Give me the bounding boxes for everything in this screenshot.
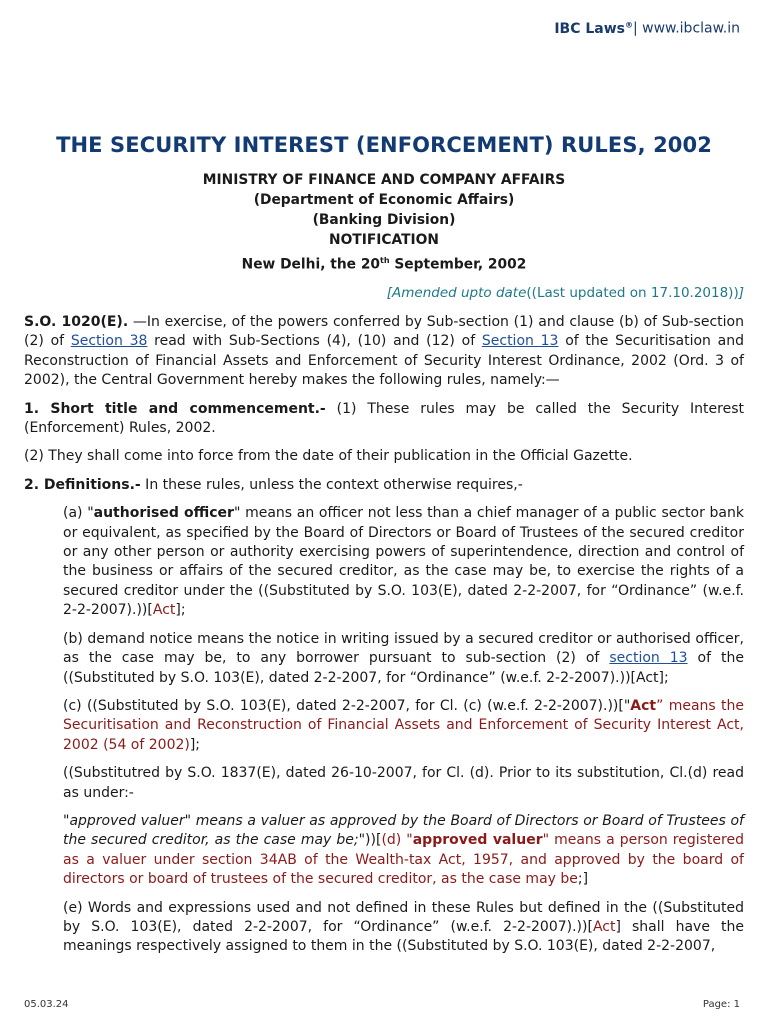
division-line: (Banking Division): [312, 212, 456, 228]
site-url-link[interactable]: www.ibclaw.in: [642, 20, 740, 37]
amended-note: [Amended upto date((Last updated on 17.10.2018))]: [386, 285, 744, 301]
notification-line: NOTIFICATION: [329, 232, 439, 248]
rule-2-heading: 2. Definitions.-: [24, 476, 141, 493]
department-line: (Department of Economic Affairs): [253, 192, 515, 208]
document-title: THE SECURITY INTEREST (ENFORCEMENT) RULES, 2002: [56, 133, 712, 157]
dateline: New Delhi, the 20th September, 2002: [241, 256, 527, 273]
brand-name[interactable]: IBC Laws®: [554, 20, 633, 37]
definition-c: (c) ((Substituted by S.O. 103(E), dated 2-2-2007, for Cl. (c) (w.e.f. 2-2-2007).))["Act” means the Securitisation and Reconstruction of Financial Assets and Enforcement of Security Interest Act, 2002 (54 of 2002)];: [63, 697, 744, 753]
definition-d: "approved valuer" means a valuer as approved by the Board of Directors or Board of Trustees of the secured creditor, as the case may be;"))[(d) "approved valuer" means a person registered as a valuer under section 34AB of the Wealth-tax Act, 1957, and approved by the board of directors or board of trustees of the secured creditor, as the case may be;]: [63, 812, 744, 888]
section-13-link-b[interactable]: section 13: [609, 650, 688, 667]
definition-e: (e) Words and expressions used and not defined in these Rules but defined in the ((Substituted by S.O. 103(E), dated 2-2-2007, for “Ordinance” (w.e.f. 2-2-2007).))[Act] shall have the meanings respectively assigned to them in the ((Substituted by S.O. 103(E), dated 2-2-2007,: [63, 899, 744, 955]
section-38-link[interactable]: Section 38: [70, 333, 148, 350]
definition-b: (b) demand notice means the notice in writing issued by a secured creditor or authorised officer, as the case may be, to any borrower pursuant to sub-section (2) of section 13 of the ((Substituted by S.O. 103(E), dated 2-2-2007, for “Ordinance” (w.e.f. 2-2-2007).))[Act];: [63, 630, 744, 686]
document-body: [24, 313, 744, 966]
rule-1-subsection-2: (2) They shall come into force from the date of their publication in the Official Gazette.: [24, 448, 633, 465]
preamble-paragraph: S.O. 1020(E). —In exercise, of the powers conferred by Sub-section (1) and clause (b) of Sub-section (2) of Section 38 read with Sub-Sections (4), (10) and (12) of Section 13 of the Securitisation and Reconstruction of Financial Assets and Enforcement of Security Interest Ordinance, 2002 (Ord. 3 of 2002), the Central Government hereby makes the following rules, namely:—: [24, 314, 745, 389]
footer-date: 05.03.24: [24, 999, 69, 1010]
definition-a: (a) "authorised officer" means an officer not less than a chief manager of a public sector bank or equivalent, as specified by the Board of Directors or Board of Trustees of the secured creditor or any other person or authority exercising powers of superintendence, direction and control of the business or affairs of the secured creditor, as the case may be, to exercise the rights of a secured creditor under the ((Substituted by S.O. 103(E), dated 2-2-2007, for “Ordinance” (w.e.f. 2-2-2007).))[Act];: [63, 505, 744, 619]
definitions-list: [24, 504, 744, 957]
ministry-line: MINISTRY OF FINANCE AND COMPANY AFFAIRS: [202, 172, 566, 188]
header-separator: |: [632, 20, 643, 37]
substitution-note: ((Substitutred by S.O. 1837(E), dated 26-10-2007, for Cl. (d). Prior to its substitution, Cl.(d) read as under:-: [63, 765, 744, 801]
rule-2-paragraph: 2. Definitions.- In these rules, unless the context otherwise requires,-: [24, 476, 523, 493]
section-13-link[interactable]: Section 13: [481, 333, 559, 350]
notification-header: [0, 170, 768, 250]
rule-1-paragraph: 1. Short title and commencement.- (1) These rules may be called the Security Interest (Enforcement) Rules, 2002.: [24, 400, 745, 437]
rule-1-heading: 1. Short title and commencement.-: [24, 400, 326, 417]
page-number: Page: 1: [702, 999, 740, 1010]
site-header: [554, 20, 740, 37]
